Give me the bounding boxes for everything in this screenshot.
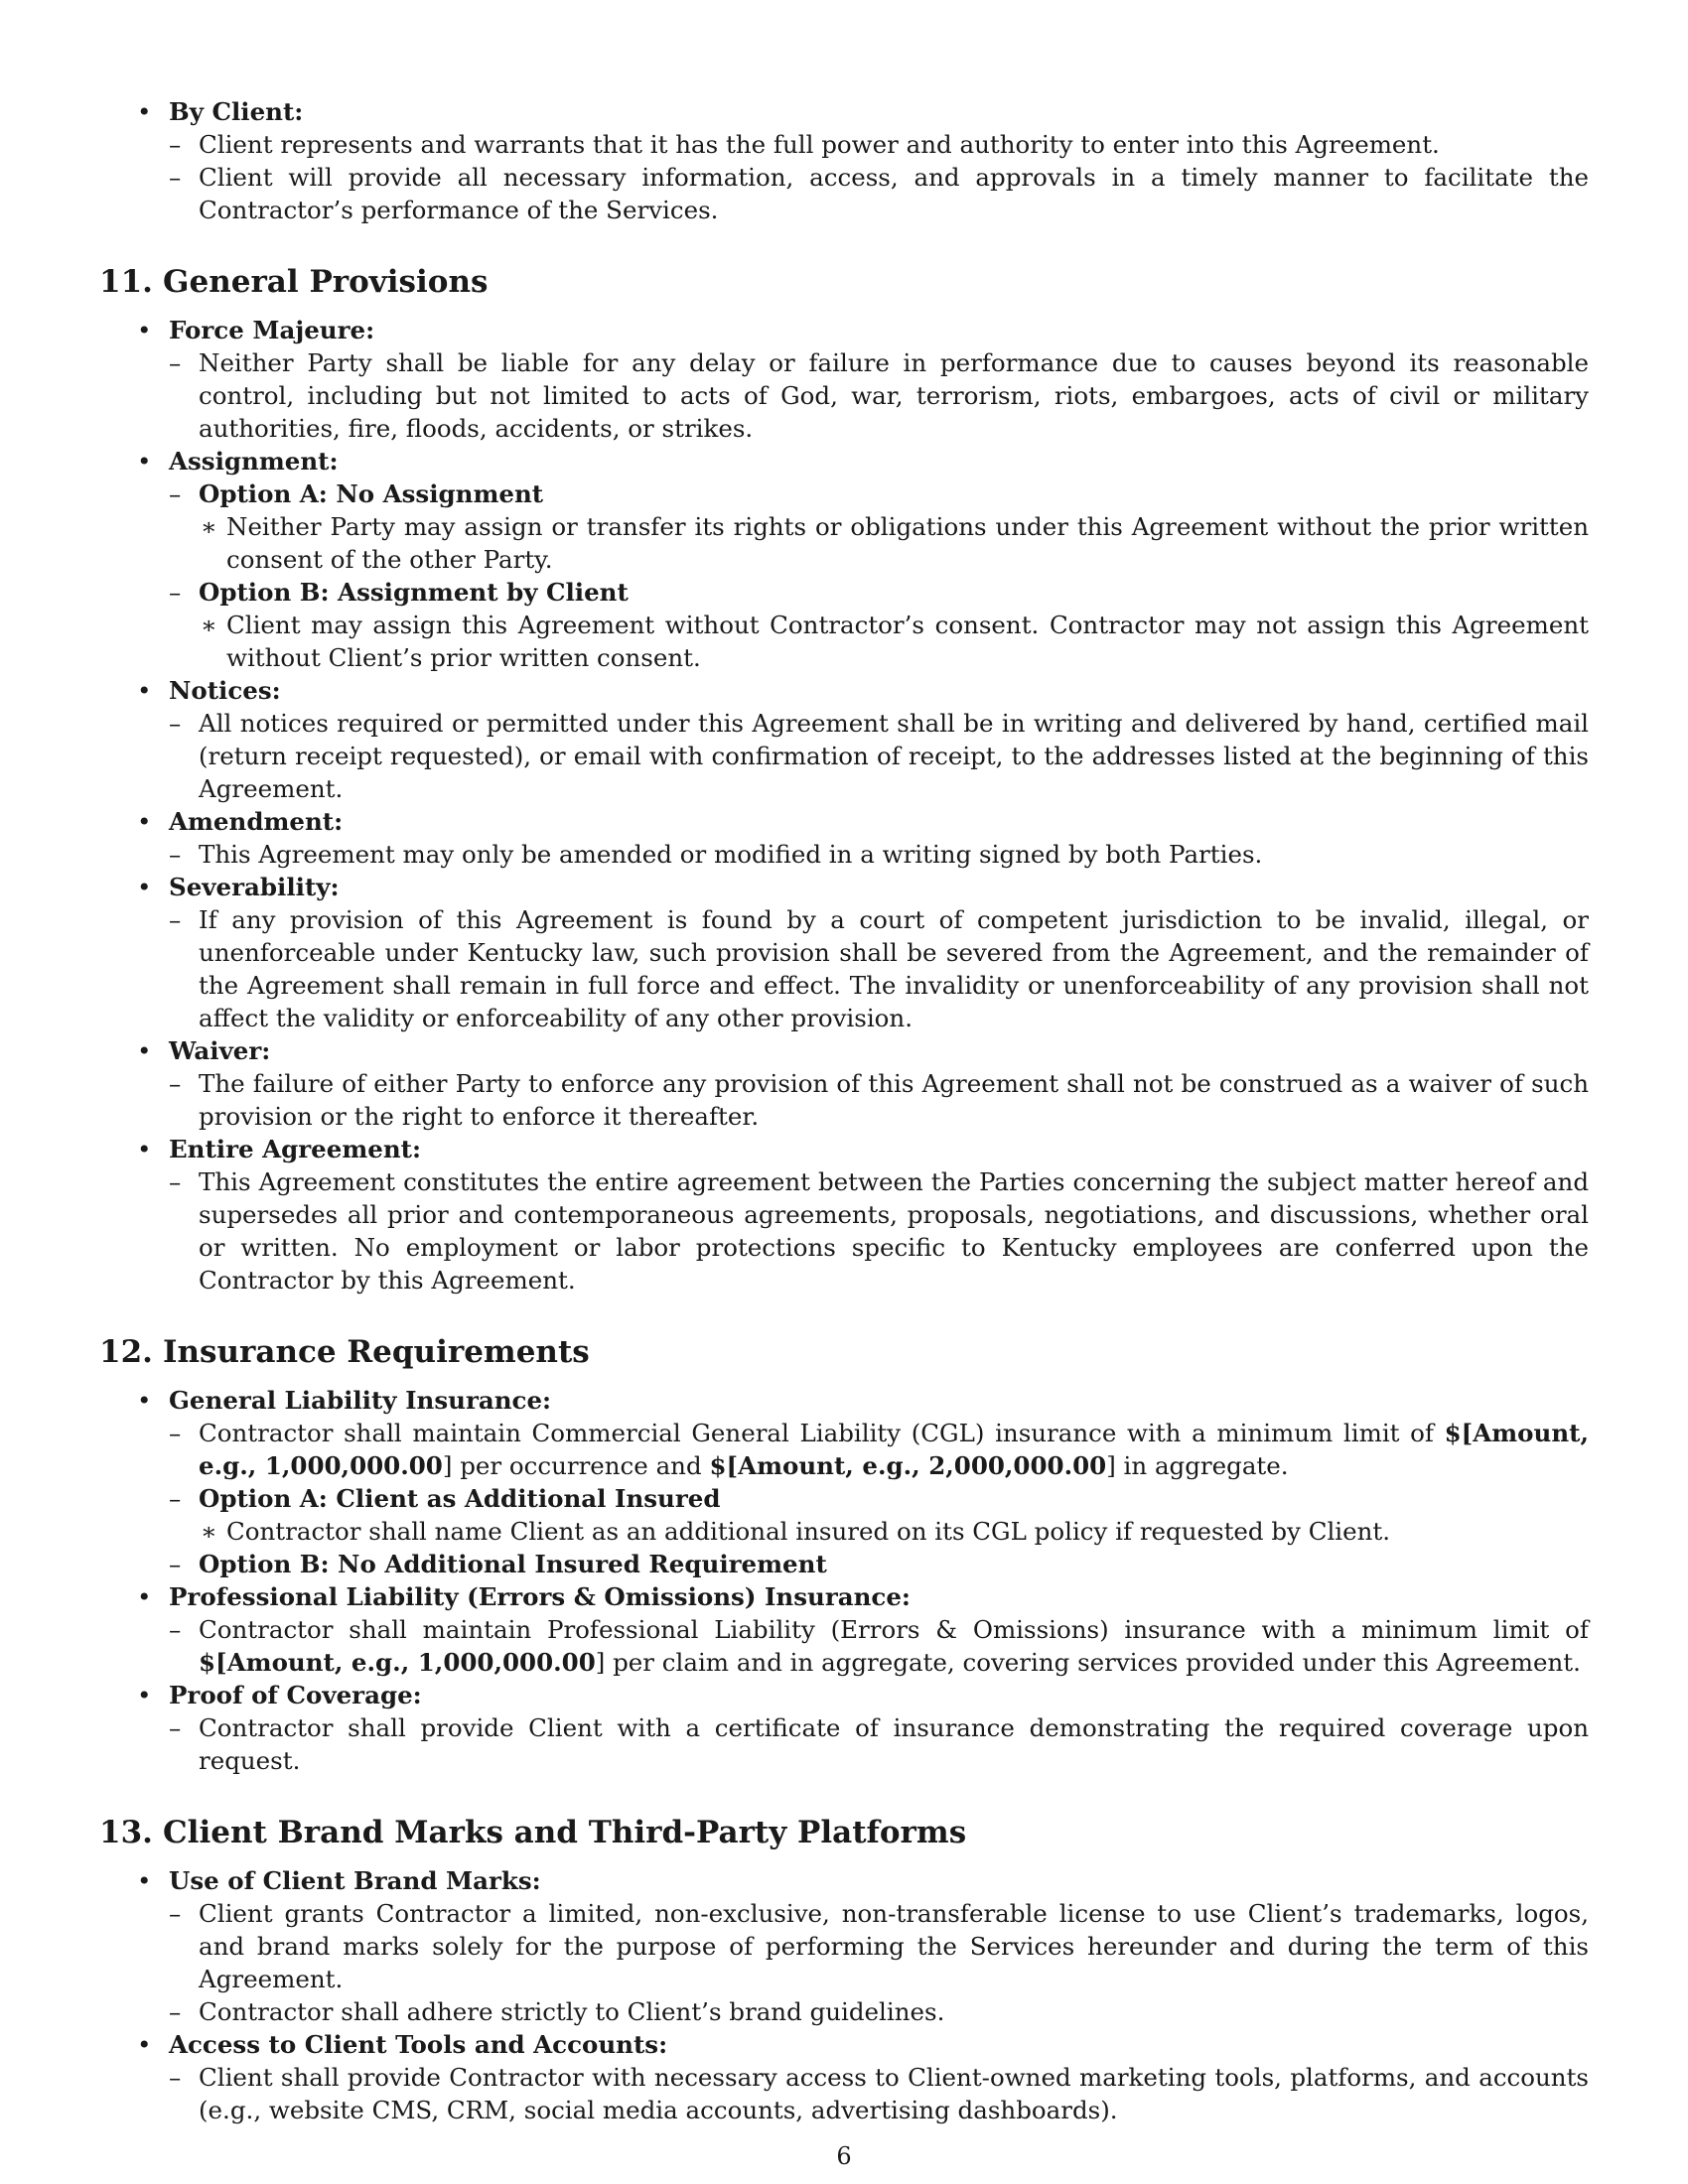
amount-placeholder: $[Amount, e.g., 1,000,000.00 <box>199 1419 1589 1480</box>
clause-text: – Neither Party shall be liable for any delay or failure in performance due to causes beyond its reasonable control, including but not limited to acts of God, war, terrorism, riots, embargoes, acts of civil or military authorities, fire, floods, accidents, or strikes. <box>199 348 1589 443</box>
item-label: General Liability Insurance: <box>169 1386 552 1415</box>
by-client-label: By Client: <box>169 97 304 126</box>
list-item <box>169 1417 1589 1482</box>
clause-text: ∗ Contractor shall name Client as an additional insured on its CGL policy if requested by Client. <box>226 1517 1391 1546</box>
list-item <box>169 1482 1589 1548</box>
list-item <box>169 1548 1589 1580</box>
list-item <box>199 510 1589 576</box>
item-label: Amendment: <box>169 807 344 836</box>
item-label: Force Majeure: <box>169 316 375 344</box>
clause-text: – Client will provide all necessary information, access, and approvals in a timely manner to facilitate the Contractor’s performance of the Services. <box>199 163 1589 224</box>
clause-text: – Contractor shall provide Client with a certificate of insurance demonstrating the required coverage upon request. <box>199 1713 1589 1775</box>
list-item <box>169 346 1589 445</box>
clause-text: – Contractor shall adhere strictly to Client’s brand guidelines. <box>199 1997 945 2026</box>
list-item <box>169 1613 1589 1679</box>
clause-text: – This Agreement constitutes the entire agreement between the Parties concerning the subject matter hereof and supersedes all prior and contemporaneous agreements, proposals, negotiations, and discussions, whether oral or written. No employment or labor protections specific to Kentucky employees are conferred upon the Contractor by this Agreement. <box>199 1167 1589 1295</box>
item-label: Assignment: <box>169 447 339 476</box>
clause-text: – Contractor shall maintain Commercial General Liability (CGL) insurance with a minimum limit of $[Amount, e.g., 1,000,000.00] per occurrence and $[Amount, e.g., 2,000,000.00] in aggregate. <box>199 1419 1589 1480</box>
clause-text: – The failure of either Party to enforce any provision of this Agreement shall not be construed as a waiver of such provision or the right to enforce it thereafter. <box>199 1069 1589 1131</box>
item-label: Waiver: <box>169 1036 271 1065</box>
section-number: 11. <box>99 264 153 300</box>
option-label: Option B: No Additional Insured Requirement <box>199 1550 827 1578</box>
list-item <box>169 1995 1589 2028</box>
insurance-list <box>99 1384 1589 1777</box>
list-item <box>99 805 1589 871</box>
clause-text: – Client shall provide Contractor with necessary access to Client-owned marketing tools, platforms, and accounts (e.g., website CMS, CRM, social media accounts, advertising dashboards). <box>199 2063 1589 2124</box>
clause-text: – All notices required or permitted under this Agreement shall be in writing and delivered by hand, certified mail (return receipt requested), or email with confirmation of receipt, to the addresses listed at the beginning of this Agreement. <box>199 709 1589 803</box>
section-heading-12 <box>99 1332 1589 1372</box>
list-item <box>99 2028 1589 2126</box>
item-label: Use of Client Brand Marks: <box>169 1866 541 1895</box>
amount-placeholder: $[Amount, e.g., 2,000,000.00 <box>709 1451 1107 1480</box>
list-item <box>169 161 1589 226</box>
list-item <box>99 1384 1589 1580</box>
list-item <box>99 314 1589 445</box>
list-item <box>99 1034 1589 1133</box>
document-page <box>99 95 1589 2126</box>
list-item <box>169 1165 1589 1297</box>
item-label: Notices: <box>169 676 281 705</box>
item-label: Severability: <box>169 873 340 901</box>
list-item <box>169 838 1589 871</box>
option-label: Option A: Client as Additional Insured <box>199 1484 721 1513</box>
item-label: Proof of Coverage: <box>169 1681 422 1709</box>
list-item <box>169 128 1589 161</box>
section-number: 13. <box>99 1815 153 1850</box>
option-label: Option B: Assignment by Client <box>199 578 629 607</box>
list-item <box>99 95 1589 226</box>
clause-text: – Client represents and warrants that it has the full power and authority to enter into this Agreement. <box>199 130 1440 159</box>
list-item <box>99 1580 1589 1679</box>
list-item <box>199 609 1589 674</box>
item-label: Entire Agreement: <box>169 1135 422 1163</box>
section-title: General Provisions <box>163 264 489 300</box>
list-item <box>169 478 1589 576</box>
list-item <box>99 1864 1589 2028</box>
clause-text: – If any provision of this Agreement is found by a court of competent jurisdiction to be invalid, illegal, or unenforceable under Kentucky law, such provision shall be severed from the Agreement, and the remainder of the Agreement shall remain in full force and effect. The invalidity or unenforceability of any provision shall not affect the validity or enforceability of any other provision. <box>199 905 1589 1032</box>
list-item <box>99 1133 1589 1297</box>
section-heading-13 <box>99 1813 1589 1852</box>
list-item <box>99 871 1589 1034</box>
list-item <box>169 1067 1589 1133</box>
section-title: Insurance Requirements <box>163 1334 590 1370</box>
clause-text: ∗ Client may assign this Agreement without Contractor’s consent. Contractor may not assign this Agreement without Client’s prior written consent. <box>226 611 1589 672</box>
clause-text: ∗ Neither Party may assign or transfer its rights or obligations under this Agreement without the prior written consent of the other Party. <box>226 512 1589 574</box>
list-item <box>169 2061 1589 2126</box>
section-heading-11 <box>99 262 1589 302</box>
option-label: Option A: No Assignment <box>199 479 544 508</box>
item-label: Access to Client Tools and Accounts: <box>169 2030 668 2059</box>
list-item <box>99 674 1589 805</box>
list-item <box>169 1897 1589 1995</box>
section-number: 12. <box>99 1334 153 1370</box>
brand-marks-list <box>99 1864 1589 2126</box>
clause-text: – Client grants Contractor a limited, non-exclusive, non-transferable license to use Client’s trademarks, logos, and brand marks solely for the purpose of performing the Services hereunder and during the term of this Agreement. <box>199 1899 1589 1993</box>
general-provisions-list <box>99 314 1589 1297</box>
list-item <box>99 445 1589 674</box>
page-number: 6 <box>836 2142 852 2170</box>
list-item <box>169 903 1589 1034</box>
by-client-list <box>99 95 1589 226</box>
list-item <box>169 1711 1589 1777</box>
list-item <box>169 707 1589 805</box>
amount-placeholder: $[Amount, e.g., 1,000,000.00 <box>199 1648 596 1677</box>
item-label: Professional Liability (Errors & Omissions) Insurance: <box>169 1582 911 1611</box>
list-item <box>199 1515 1589 1548</box>
clause-text: – This Agreement may only be amended or modified in a writing signed by both Parties. <box>199 840 1263 869</box>
clause-text: – Contractor shall maintain Professional Liability (Errors & Omissions) insurance with a minimum limit of $[Amount, e.g., 1,000,000.00] per claim and in aggregate, covering services provided under this Agreement. <box>199 1615 1589 1677</box>
list-item <box>169 576 1589 674</box>
section-title: Client Brand Marks and Third-Party Platforms <box>163 1815 967 1850</box>
list-item <box>99 1679 1589 1777</box>
